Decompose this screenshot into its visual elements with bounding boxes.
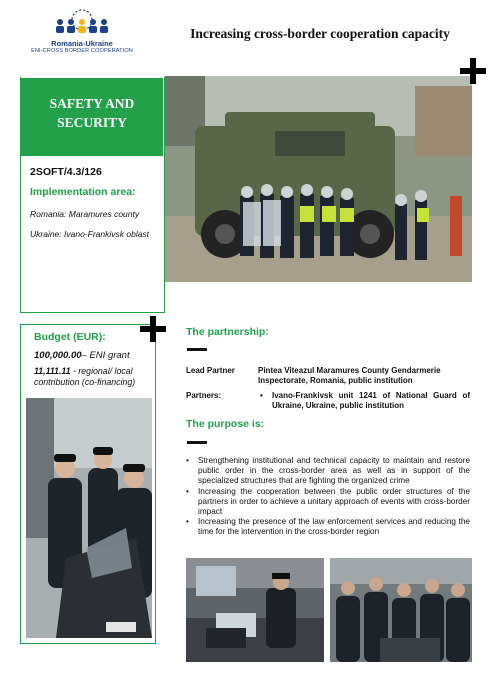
partnership-title: The partnership: — [186, 326, 269, 338]
lead-partner-text: Pintea Viteazul Maramures County Gendarmerie Inspectorate, Romania, public institution — [258, 366, 441, 385]
theme-box — [21, 78, 163, 156]
cofinancing-amount: 11,111.11 — [34, 366, 71, 376]
people-circle-logo-icon — [47, 8, 117, 38]
partners-label: Partners: — [186, 391, 222, 400]
operations-room-photo — [330, 558, 472, 662]
implementation-title: Implementation area: — [30, 186, 136, 198]
section-dash — [187, 441, 207, 444]
logo-title: Romania-Ukraine — [51, 39, 113, 48]
budget-eni-grant — [34, 350, 130, 361]
purpose-item: • Increasing the presence of the law enforcement services and reducing the time for the intervention in the cross-border region — [186, 517, 470, 537]
armored-vehicle-photo — [165, 76, 472, 282]
page-title: Increasing cross-border cooperation capacity — [190, 26, 450, 41]
eni-amount: 100,000.00 — [34, 350, 82, 361]
purpose-list — [186, 456, 470, 538]
budget-cofinancing — [34, 366, 152, 388]
program-logo — [22, 8, 142, 64]
cofinancing-label: - regional/ local contribution (co-financing) — [34, 366, 136, 387]
budget-title: Budget (EUR): — [34, 331, 106, 343]
purpose-item: • Strengthening institutional and technical capacity to maintain and restore public order in the cross-border area as well as in support of the specialized structures that are fighting the organized crime — [186, 456, 470, 487]
plus-cross-icon — [460, 58, 486, 84]
purpose-title: The purpose is: — [186, 418, 265, 430]
gendarmes-motorcycle-photo — [26, 398, 152, 638]
training-room-photo — [186, 558, 324, 662]
plus-cross-icon — [140, 316, 166, 342]
implementation-area-romania: Romania: Maramures county — [30, 209, 140, 219]
purpose-item: • Increasing the cooperation between the public order structures of the partners in order to achieve a unitary approach of events with cross-border impact — [186, 487, 470, 518]
theme-line-2: SECURITY — [57, 115, 127, 130]
implementation-area-ukraine: Ukraine: Ivano-Frankivsk oblast — [30, 229, 150, 239]
partner-item: • Ivano-Frankivsk unit 1241 of National Guard of Ukraine, Ukraine, public institution — [258, 391, 470, 411]
project-code: 2SOFT/4.3/126 — [30, 166, 102, 178]
eni-label: – ENI grant — [81, 350, 130, 361]
lead-partner-label: Lead Partner — [186, 366, 235, 375]
logo-subtitle: ENI-CROSS BORDER COOPERATION — [31, 48, 133, 54]
theme-line-1: SAFETY AND — [49, 96, 135, 111]
section-dash — [187, 348, 207, 351]
